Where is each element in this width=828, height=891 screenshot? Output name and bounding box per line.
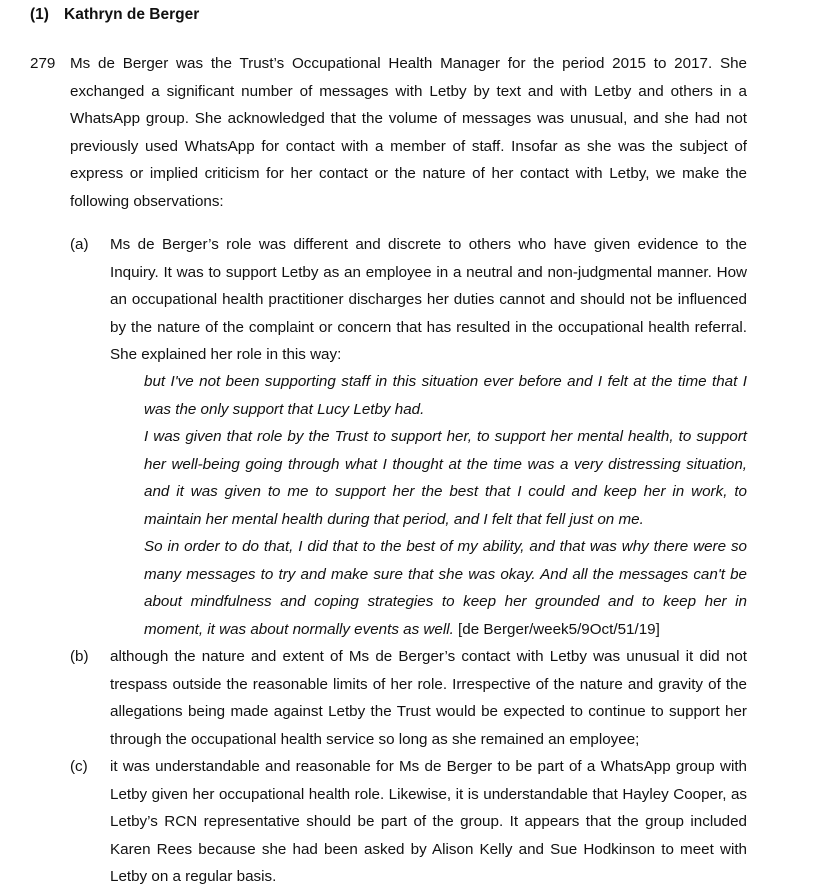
- quote-paragraph-3: [144, 533, 747, 643]
- item-b-text: although the nature and extent of Ms de Berger’s contact with Letby was unusual it did not trespass outside the reasonable limits of her role. Irrespective of the nature and gravity of the allegations being made against Letby the Trust would be expected to continue to support her through the occupational health service so long as she remained an employee;: [110, 648, 747, 748]
- item-a-text: Ms de Berger’s role was different and discrete to others who have given evidence to the Inquiry. It was to support Letby as an employee in a neutral and non-judgmental manner. How an occupational health practitioner discharges her duties cannot and should not be influenced by the nature of the complaint or concern that has resulted in the occupational health referral. She explained her role in this way:: [110, 236, 747, 363]
- paragraph-text: Ms de Berger was the Trust’s Occupational Health Manager for the period 2015 to 2017. She exchanged a significant number of messages with Letby by text and with Letby and others in a WhatsApp group. She acknowledged that the volume of messages was unusual, and she had not previously used WhatsApp for contact with a member of staff. Insofar as she was the subject of express or implied criticism for her contact or the nature of her contact with Letby, we make the following observations:: [70, 55, 747, 210]
- quote-paragraph-2: I was given that role by the Trust to support her, to support her mental health, to support her well-being going through what I thought at the time was a very distressing situation, and it was given to me to support her the best that I could and keep her in work, to maintain her mental health during that period, and I felt that fell just on me.: [144, 428, 747, 528]
- item-a-label: (a): [70, 236, 89, 253]
- item-c-text: it was understandable and reasonable for Ms de Berger to be part of a WhatsApp group with Letby given her occupational health role. Likewise, it is understandable that Hayley Cooper, as Letby’s RCN representative should be part of the group. It appears that the group included Karen Rees because she had been asked by Alison Kelly and Sue Hodkinson to meet with Letby on a regular basis.: [110, 758, 747, 885]
- section-number: (1): [30, 6, 49, 23]
- item-c-label: (c): [70, 758, 88, 775]
- section-title: Kathryn de Berger: [64, 6, 200, 23]
- quote-citation: [de Berger/week5/9Oct/51/19]: [458, 620, 660, 638]
- paragraph-number: 279: [30, 55, 56, 72]
- item-b-label: (b): [70, 648, 89, 665]
- block-quote: [144, 368, 747, 643]
- quote-paragraph-3-text: So in order to do that, I did that to the best of my ability, and that was why there were so many messages to try and make sure that she was okay. And all the messages can't be about mindfulness and coping strategies to keep her grounded and to keep her in moment, it was about normally events as well.: [144, 538, 747, 638]
- section-heading: [30, 5, 199, 25]
- quote-paragraph-1: but I've not been supporting staff in this situation ever before and I felt at the time that I was the only support that Lucy Letby had.: [144, 373, 747, 418]
